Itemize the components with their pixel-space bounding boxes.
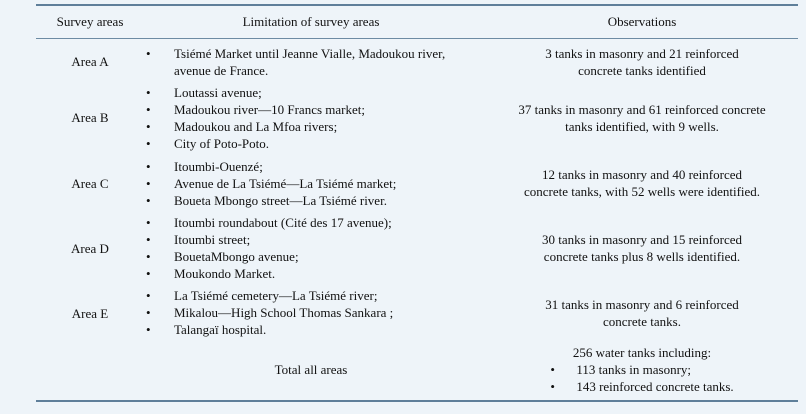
total-items: [550, 361, 733, 395]
top-rule: [36, 4, 798, 6]
area-b-label: Area B: [71, 110, 109, 125]
list-item: • Loutassi avenue;: [146, 84, 476, 101]
area-b-limits: [146, 84, 476, 152]
list-item: • 113 tanks in masonry;: [550, 361, 733, 378]
area-c-limits: [146, 158, 476, 209]
list-item: • Madoukou river—10 Francs market;: [146, 101, 476, 118]
area-d-label: Area D: [71, 241, 109, 256]
list-item: • Talangaï hospital.: [146, 321, 476, 338]
list-item: • Tsiémé Market until Jeanne Vialle, Madoukou river,: [146, 45, 476, 62]
area-e-observations: [486, 296, 798, 330]
area-c-label: Area C: [71, 176, 109, 191]
header-observations: Observations: [607, 14, 677, 29]
list-item: • Avenue de La Tsiémé—La Tsiémé market;: [146, 175, 476, 192]
area-a-label: Area A: [71, 54, 109, 69]
area-c-observations: [486, 166, 798, 200]
area-b-observations: [486, 101, 798, 135]
total-heading: 256 water tanks including:: [572, 345, 712, 360]
obs-line: tanks identified, with 9 wells.: [565, 119, 719, 134]
area-e-label: Area E: [71, 306, 109, 321]
list-item: avenue de France.: [174, 63, 269, 78]
obs-line: 37 tanks in masonry and 61 reinforced concrete: [518, 102, 766, 117]
area-d-limits: [146, 214, 476, 282]
list-item: • Mikalou—High School Thomas Sankara ;: [146, 304, 476, 321]
obs-line: 30 tanks in masonry and 15 reinforced: [541, 232, 742, 247]
obs-line: 31 tanks in masonry and 6 reinforced: [545, 297, 739, 312]
header-rule: [36, 38, 798, 39]
list-item: • Itoumbi roundabout (Cité des 17 avenue);: [146, 214, 476, 231]
list-item: • 143 reinforced concrete tanks.: [550, 378, 733, 395]
bottom-rule: [36, 400, 798, 402]
list-item: • Itoumbi-Ouenzé;: [146, 158, 476, 175]
area-a-limits: [146, 45, 476, 79]
area-e-limits: [146, 287, 476, 338]
list-item: • City of Poto-Poto.: [146, 135, 476, 152]
header-survey-areas: Survey areas: [56, 14, 124, 29]
obs-line: concrete tanks identified: [578, 63, 706, 78]
obs-line: concrete tanks, with 52 wells were identified.: [523, 184, 761, 199]
area-a-observations: [486, 45, 798, 79]
area-d-observations: [486, 231, 798, 265]
obs-line: 12 tanks in masonry and 40 reinforced: [541, 167, 742, 182]
total-label: Total all areas: [274, 362, 348, 377]
list-item: • Madoukou and La Mfoa rivers;: [146, 118, 476, 135]
obs-line: concrete tanks.: [603, 314, 681, 329]
list-item: • BouetaMbongo avenue;: [146, 248, 476, 265]
list-item: • Boueta Mbongo street—La Tsiémé river.: [146, 192, 476, 209]
list-item: • Itoumbi street;: [146, 231, 476, 248]
obs-line: concrete tanks plus 8 wells identified.: [543, 249, 741, 264]
total-observations: [486, 344, 798, 395]
obs-line: 3 tanks in masonry and 21 reinforced: [545, 46, 739, 61]
header-limitation: Limitation of survey areas: [242, 14, 380, 29]
list-item: • La Tsiémé cemetery—La Tsiémé river;: [146, 287, 476, 304]
list-item: • Moukondo Market.: [146, 265, 476, 282]
